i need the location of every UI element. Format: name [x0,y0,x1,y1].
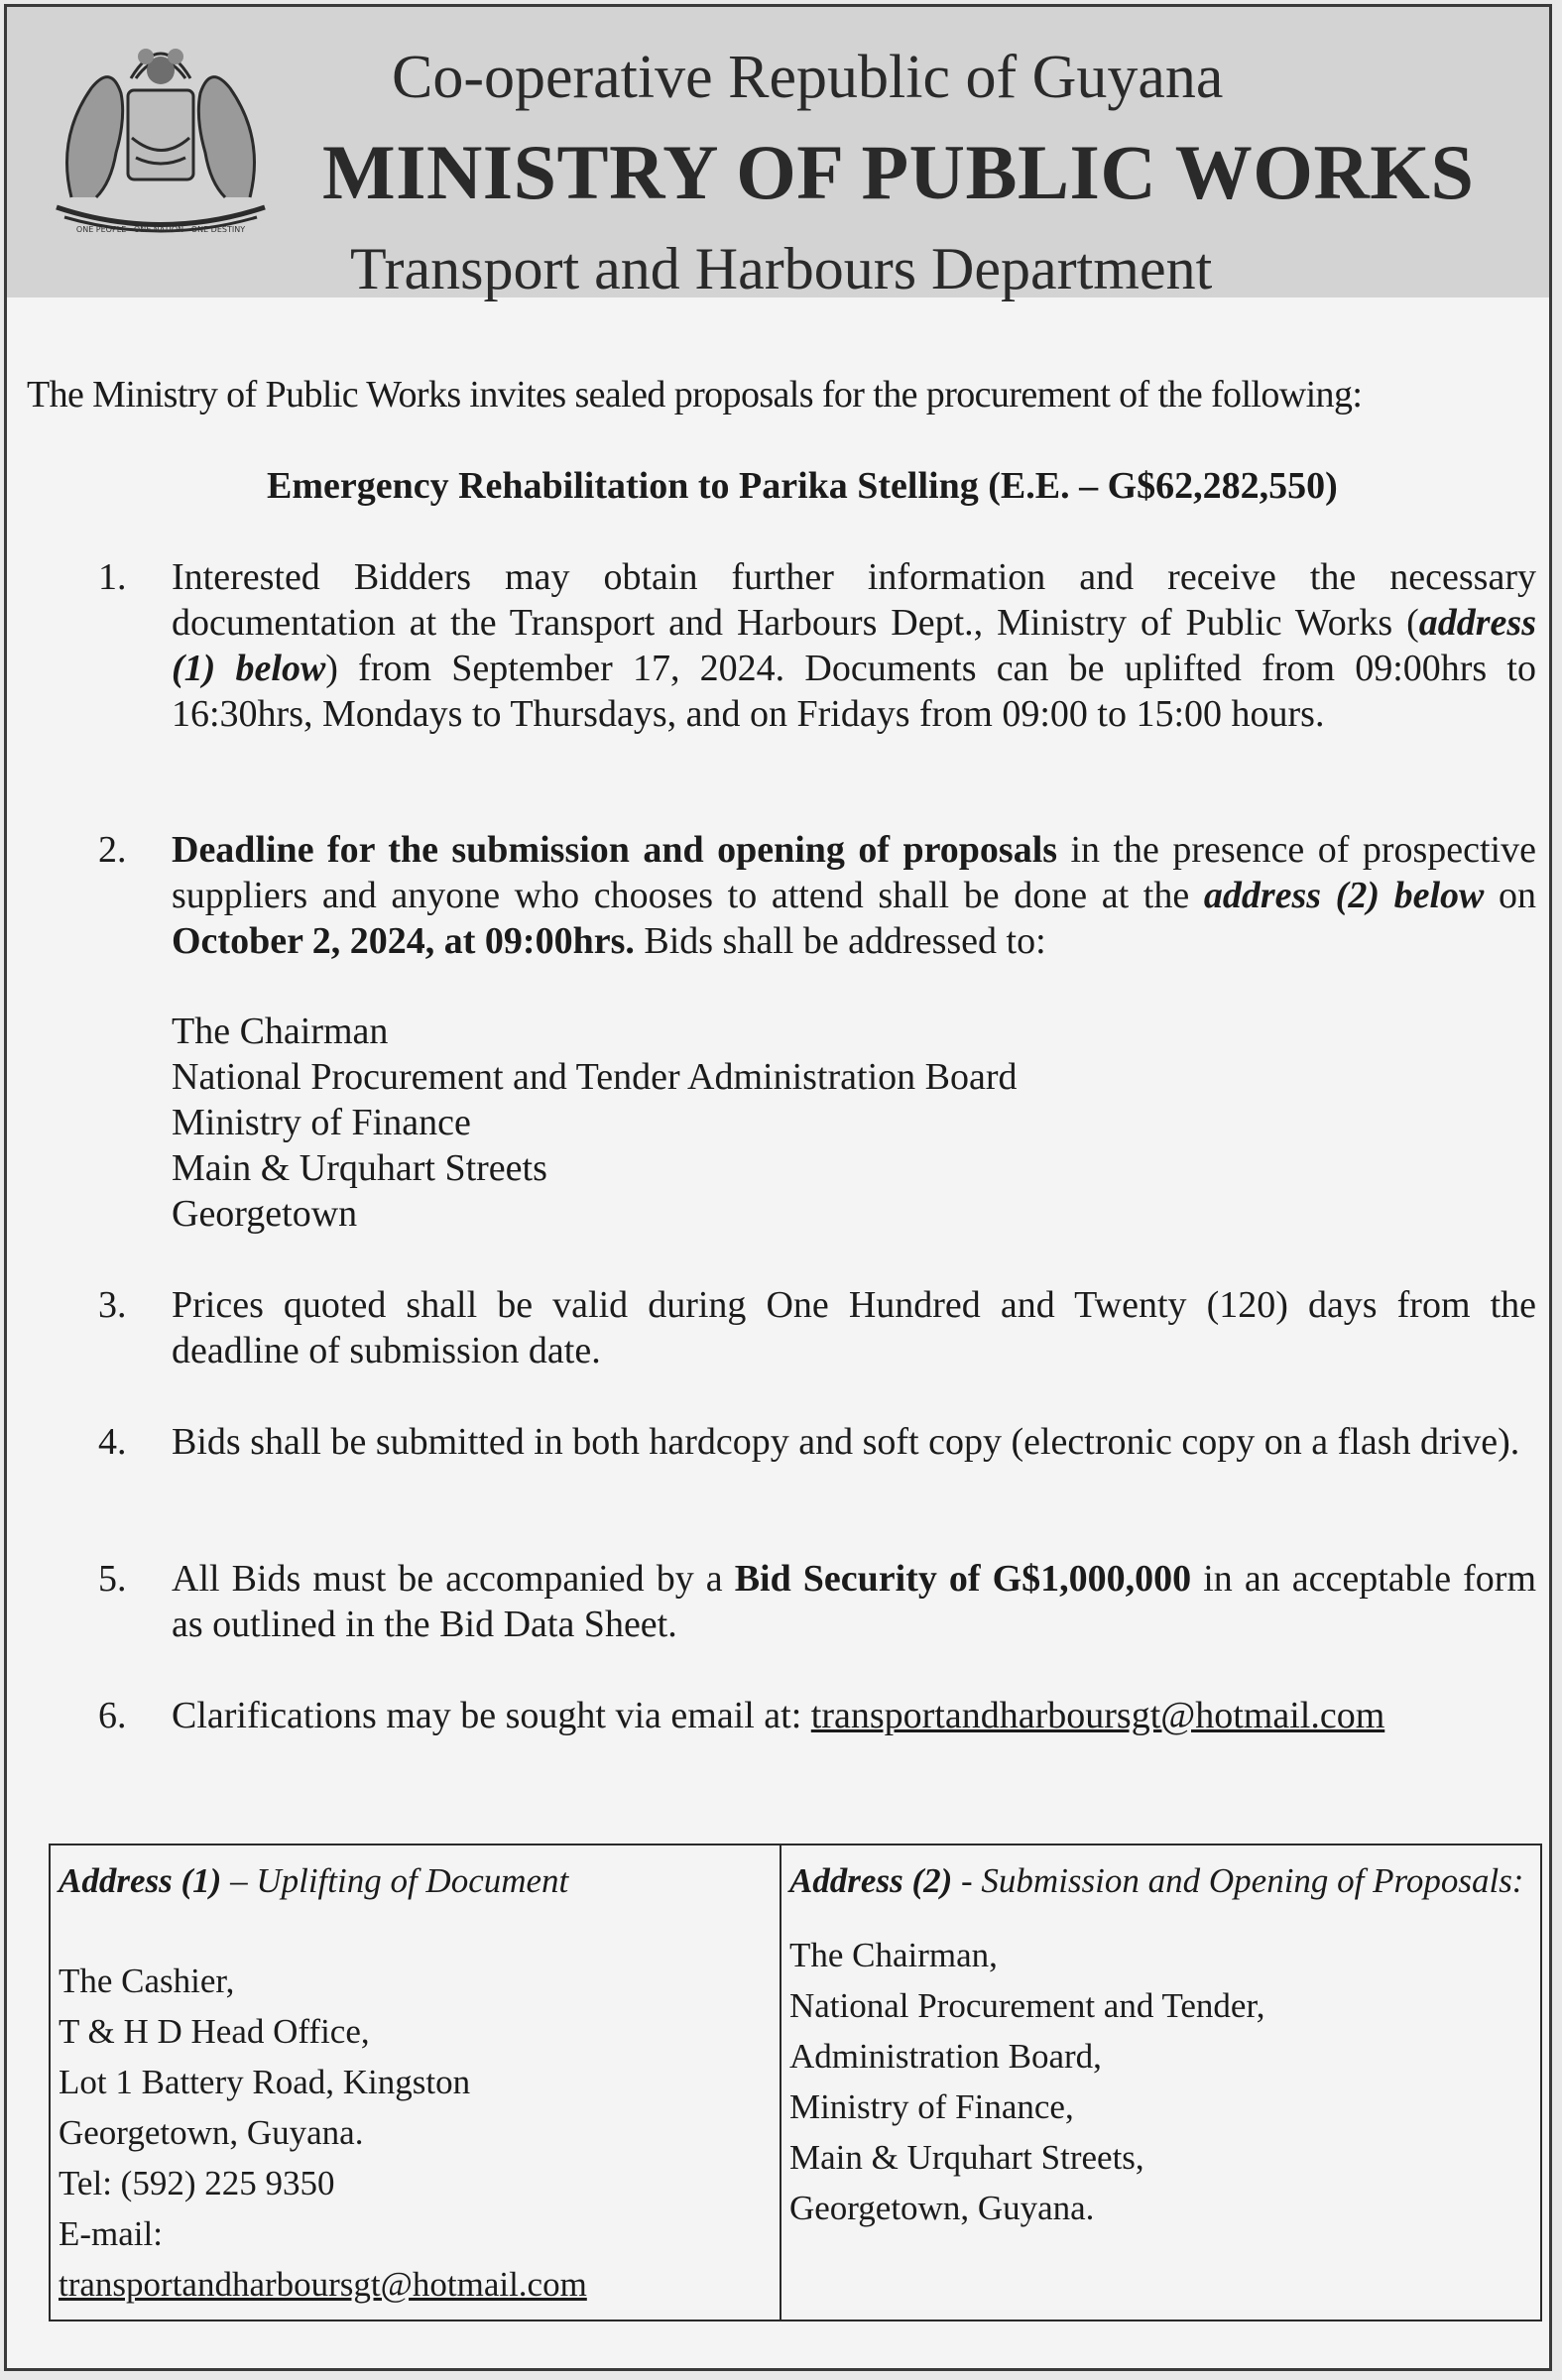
notice-header [7,7,1549,301]
address-1-lines [59,1956,768,2310]
item-number: 3. [98,1284,127,1326]
item-number: 4. [98,1421,127,1463]
address-2-cell [781,1844,1541,2320]
address-1-email-link[interactable]: transportandharboursgt@hotmail.com [59,2265,587,2304]
address-line: Tel: (592) 225 9350 [59,2164,335,2202]
address-line: Georgetown, Guyana. [59,2113,364,2152]
item-number: 5. [98,1558,127,1600]
address-line: Ministry of Finance, [788,2087,1074,2126]
address-line: T & H D Head Office, [59,2012,370,2051]
crest-motto: ONE PEOPLE · ONE NATION · ONE DESTINY [75,225,246,234]
notice-frame [4,4,1552,2371]
addressee-line: The Chairman [172,1011,389,1052]
address-table [49,1844,1542,2321]
address-1-cell [50,1844,781,2320]
intro-text: The Ministry of Public Works invites sealed proposals for the procurement of the following: [27,374,1363,416]
item-text: All Bids must be accompanied by a Bid Security of G$1,000,000 in an acceptable form as outlined in the Bid Data Sheet. [172,1558,1536,1645]
address-line: Georgetown, Guyana. [788,2189,1095,2227]
address-2-heading: Address (2) - Submission and Opening of Proposals: [788,1861,1524,1900]
address-1-heading: Address (1) – Uplifting of Document [59,1861,569,1900]
addressee-line: Ministry of Finance [172,1102,471,1143]
address-line: The Chairman, [788,1936,998,1974]
address-line: The Cashier, [59,1962,235,2000]
addressee-line: Main & Urquhart Streets [172,1147,547,1189]
republic-title: Co-operative Republic of Guyana [392,44,1224,111]
address-2-lines [789,1930,1528,2233]
address-line: National Procurement and Tender, [788,1986,1265,2025]
department-title: Transport and Harbours Department [350,236,1213,301]
item-number: 2. [98,829,127,871]
item-text: Prices quoted shall be valid during One Hundred and Twenty (120) days from the deadline of submission date. [172,1284,1536,1371]
address-line: E-mail: [59,2214,163,2253]
address-line: Main & Urquhart Streets, [788,2138,1144,2177]
addressee-line: Georgetown [172,1193,358,1235]
address-line: Administration Board, [788,2037,1102,2076]
project-title: Emergency Rehabilitation to Parika Stelling (E.E. – G$62,282,550) [267,465,1338,507]
guyana-coat-of-arms-icon [37,19,285,237]
item-number: 1. [98,556,127,598]
address-line: Lot 1 Battery Road, Kingston [59,2063,471,2101]
item-text: Clarifications may be sought via email at: transportandharboursgt@hotmail.com [172,1695,1385,1736]
addressee-block [172,1009,1018,1237]
item-text: Deadline for the submission and opening of proposals in the presence of prospective suppliers and anyone who chooses to attend shall be done at the address (2) below on October 2, 2024, at 09:00hrs. Bids shall be addressed to: [172,829,1536,962]
ministry-title: MINISTRY OF PUBLIC WORKS [322,129,1475,215]
item-text: Bids shall be submitted in both hardcopy and soft copy (electronic copy on a flash drive). [172,1421,1520,1463]
clarification-email-link[interactable]: transportandharboursgt@hotmail.com [810,1695,1385,1736]
item-number: 6. [98,1695,127,1736]
addressee-line: National Procurement and Tender Administration Board [172,1056,1018,1098]
item-text: Interested Bidders may obtain further information and receive the necessary documentation at the Transport and Harbours Dept., Ministry of Public Works (address (1) below) from September 17, 2024. Documents can be uplifted from 09:00hrs to 16:30hrs, Mondays to Thursdays, and on Fridays from 09:00 to 15:00 hours. [172,556,1536,735]
